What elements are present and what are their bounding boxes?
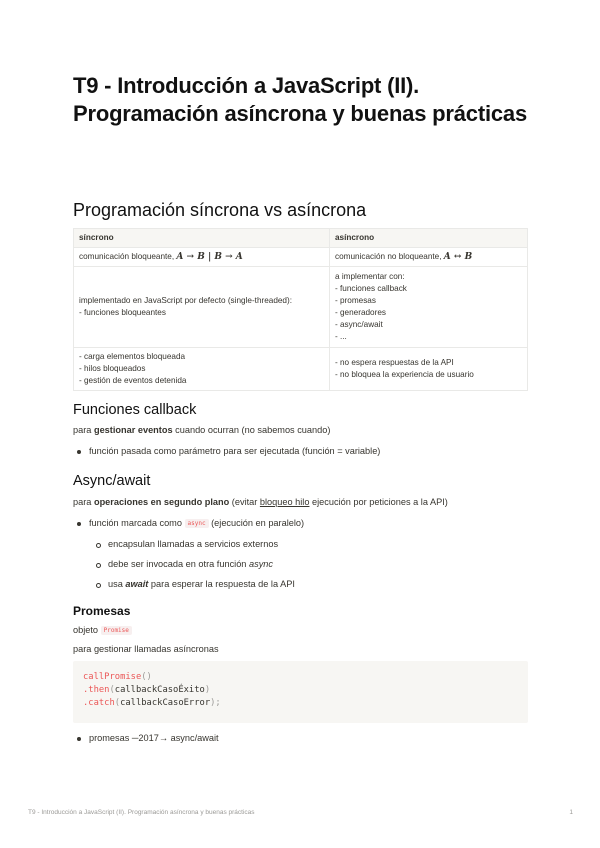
list-item-text: usa <box>108 579 126 589</box>
table-cell: implementado en JavaScript por defecto (single-threaded): - funciones bloqueantes <box>74 267 330 348</box>
code-line <box>83 684 518 697</box>
code-token: callPromise <box>83 672 142 682</box>
heading-async-await: Async/await <box>73 473 151 489</box>
table-header-sync: síncrono <box>74 229 330 248</box>
list-item <box>73 517 304 530</box>
list-item-text: función marcada como <box>89 518 185 528</box>
circle-bullet-icon <box>96 583 101 588</box>
list-item-text: encapsulan llamadas a servicios externos <box>108 539 279 549</box>
code-token: ); <box>210 698 221 708</box>
section-heading-sync-vs-async: Programación síncrona vs asíncrona <box>73 200 367 220</box>
page-number: 1 <box>569 809 573 816</box>
bold-text: operaciones en segundo plano <box>93 497 230 507</box>
heading-funciones-callback: Funciones callback <box>73 402 197 418</box>
code-token: () <box>141 672 152 682</box>
bold-text: gestionar eventos <box>93 425 173 435</box>
bold-italic-text: await <box>125 579 149 589</box>
list-item-text: para esperar la respuesta de la API <box>148 579 295 589</box>
text: ejecución por peticiones a la API) <box>309 497 448 507</box>
list-item <box>73 538 278 551</box>
list-item <box>73 732 219 745</box>
async-intro <box>73 496 448 509</box>
table-header-row <box>74 229 528 248</box>
code-line <box>83 671 518 684</box>
cell-text: comunicación bloqueante, <box>79 252 177 261</box>
underlined-text: bloqueo hilo <box>259 497 310 507</box>
list-item <box>73 445 380 458</box>
text: (evitar <box>229 497 260 507</box>
code-token: ( <box>114 698 121 708</box>
list-item <box>73 578 295 591</box>
list-item-text: promesas ─2017→ async/await <box>89 733 219 743</box>
inline-code: Promise <box>101 626 132 635</box>
code-token: callbackCasoError <box>120 698 211 708</box>
math-formula: A → B | B → A <box>176 252 243 262</box>
bullet-icon <box>77 522 81 526</box>
bullet-icon <box>77 737 81 741</box>
text: cuando ocurran (no sabemos cuando) <box>172 425 331 435</box>
code-token: callbackCasoÉxito <box>114 685 205 695</box>
circle-bullet-icon <box>96 543 101 548</box>
table-row <box>74 348 528 391</box>
callbacks-intro <box>73 424 330 437</box>
math-formula: A ↔ B <box>443 252 473 262</box>
promesas-objeto <box>73 624 132 637</box>
cell-text: comunicación no bloqueante, <box>335 252 444 261</box>
text: para <box>73 497 94 507</box>
code-line <box>83 697 518 710</box>
text: para <box>73 425 94 435</box>
bullet-icon <box>77 450 81 454</box>
italic-text: async <box>248 559 273 569</box>
table-cell: - carga elementos bloqueada - hilos bloqueados - gestión de eventos detenida <box>74 348 330 391</box>
code-token: ) <box>204 685 211 695</box>
list-item-text: (ejecución en paralelo) <box>208 518 305 528</box>
code-block <box>73 661 528 723</box>
table-row <box>74 248 528 267</box>
circle-bullet-icon <box>96 563 101 568</box>
code-token: .catch <box>83 698 115 708</box>
page-title: T9 - Introducción a JavaScript (II). Programación asíncrona y buenas prácticas <box>73 73 527 126</box>
code-token: ( <box>109 685 115 695</box>
table-cell: a implementar con: - funciones callback - promesas - generadores - async/await - ... <box>330 267 528 348</box>
list-item <box>73 558 273 571</box>
list-item-text: función pasada como parámetro para ser ejecutada (función = variable) <box>89 446 381 456</box>
page-footer <box>28 809 573 816</box>
code-token: .then <box>83 685 110 695</box>
comparison-table <box>73 228 528 391</box>
table-cell <box>74 248 330 267</box>
heading-promesas: Promesas <box>73 604 131 618</box>
promesas-desc: para gestionar llamadas asíncronas <box>73 644 219 654</box>
text: objeto <box>73 625 99 635</box>
table-cell <box>330 248 528 267</box>
footer-title: T9 - Introducción a JavaScript (II). Programación asíncrona y buenas prácticas <box>28 809 255 816</box>
table-cell: - no espera respuestas de la API - no bloquea la experiencia de usuario <box>330 348 528 391</box>
list-item-text: debe ser invocada en otra función <box>108 559 249 569</box>
inline-code: async <box>185 519 209 528</box>
table-header-async: asíncrono <box>330 229 528 248</box>
table-row <box>74 267 528 348</box>
